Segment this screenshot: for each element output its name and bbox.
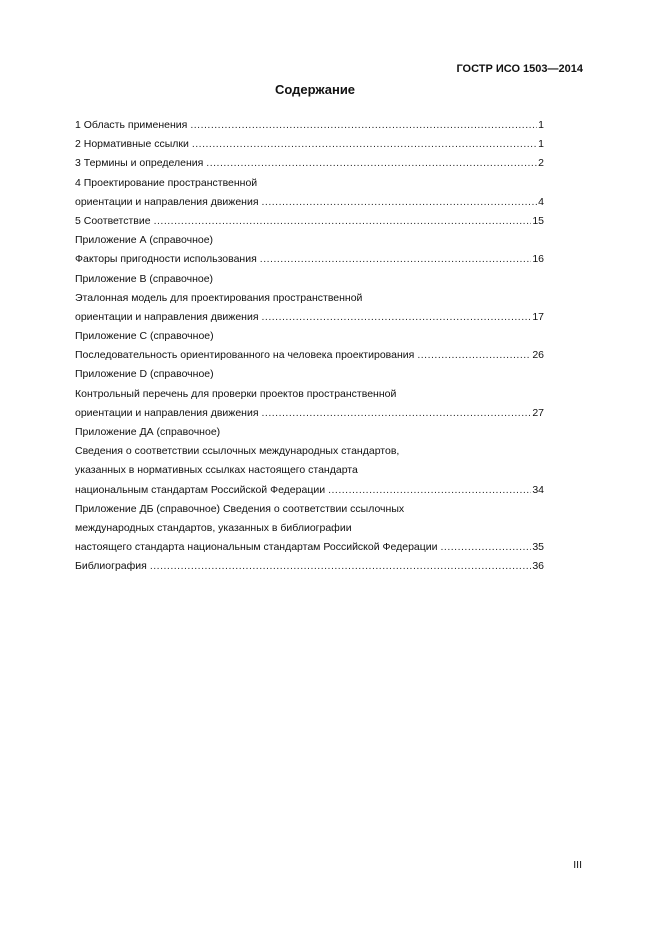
toc-line[interactable]	[75, 135, 544, 154]
toc-leader-dots	[154, 212, 532, 231]
document-code: ГОСТР ИСО 1503—2014	[456, 63, 583, 75]
toc-line: Эталонная модель для проектирования пространственной	[75, 291, 363, 304]
toc-entry-text: ориентации и направления движения	[75, 310, 259, 323]
toc-entry-text: 1 Область применения	[75, 119, 188, 131]
toc-leader-dots	[260, 250, 532, 269]
toc-page-number: 36	[532, 560, 544, 573]
toc-leader-dots	[262, 308, 532, 327]
toc-line: Приложение С (справочное)	[75, 330, 214, 343]
toc-leader-dots	[150, 557, 531, 576]
toc-page-number: 1	[538, 119, 544, 131]
toc-entry-text: Последовательность ориентированного на человека проектирования	[75, 349, 415, 362]
toc-page-number: 35	[532, 541, 544, 554]
toc-leader-dots	[262, 193, 538, 212]
toc-page-number: 17	[532, 310, 544, 323]
toc-page-number: 16	[532, 253, 544, 266]
toc-entry-text: национальным стандартам Российской Федерации	[75, 483, 326, 496]
toc-line[interactable]	[75, 116, 544, 135]
toc-line: Приложение ДБ (справочное) Сведения о соответствии ссылочных	[75, 502, 405, 515]
toc-leader-dots	[206, 154, 537, 173]
toc-line: Сведения о соответствии ссылочных международных стандартов,	[75, 445, 400, 458]
table-of-contents	[75, 116, 544, 577]
toc-page-number: 34	[532, 483, 544, 496]
toc-line[interactable]	[75, 193, 544, 212]
toc-line[interactable]	[75, 538, 544, 557]
toc-line: 4 Проектирование пространственной	[75, 176, 258, 189]
toc-leader-dots	[441, 538, 532, 557]
toc-entry-text: Факторы пригодности использования	[75, 253, 257, 266]
toc-line: Приложение А (справочное)	[75, 234, 214, 247]
toc-page-number: 27	[532, 406, 544, 419]
toc-page-number: 2	[538, 157, 544, 170]
toc-entry-text: ориентации и направления движения	[75, 195, 259, 208]
toc-page-number: 1	[538, 138, 544, 151]
toc-entry-text: настоящего стандарта национальным стандартам Российской Федерации	[75, 541, 438, 554]
toc-leader-dots	[262, 404, 532, 423]
toc-leader-dots	[190, 116, 537, 135]
toc-line: указанных в нормативных ссылках настоящего стандарта	[75, 464, 358, 477]
toc-page-number: 4	[538, 195, 544, 208]
toc-leader-dots	[328, 481, 531, 500]
toc-leader-dots	[417, 346, 531, 365]
toc-line[interactable]	[75, 557, 544, 576]
page-number: III	[573, 859, 582, 871]
toc-entry-text: 3 Термины и определения	[75, 157, 204, 170]
toc-leader-dots	[192, 135, 537, 154]
toc-line[interactable]	[75, 154, 544, 173]
toc-line[interactable]	[75, 250, 544, 269]
toc-line[interactable]	[75, 404, 544, 423]
toc-line[interactable]	[75, 346, 544, 365]
toc-line: Контрольный перечень для проверки проектов пространственной	[75, 387, 397, 400]
toc-line[interactable]	[75, 481, 544, 500]
toc-entry-text: 5 Соответствие	[75, 214, 151, 227]
toc-page-number: 15	[532, 214, 544, 227]
toc-line[interactable]	[75, 212, 544, 231]
toc-title: Содержание	[274, 82, 356, 97]
toc-entry-text: 2 Нормативные ссылки	[75, 138, 189, 151]
toc-line: Приложение D (справочное)	[75, 368, 214, 381]
toc-line[interactable]	[75, 308, 544, 327]
toc-entry-text: ориентации и направления движения	[75, 406, 259, 419]
toc-page-number: 26	[532, 349, 544, 362]
toc-line: международных стандартов, указанных в библиографии	[75, 521, 352, 534]
toc-line: Приложение ДА (справочное)	[75, 426, 221, 438]
toc-entry-text: Библиография	[75, 560, 147, 573]
toc-line: Приложение В (справочное)	[75, 272, 214, 285]
